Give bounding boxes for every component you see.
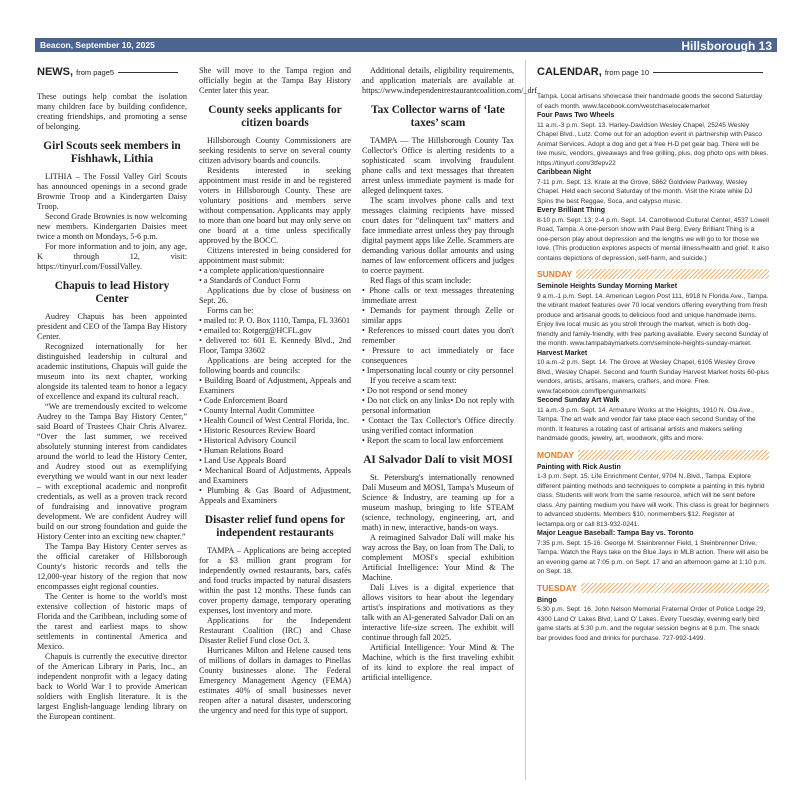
article-paragraph: She will move to the Tampa region and officially begin at the Tampa Bay History Center later this year.: [199, 66, 351, 95]
article-paragraph: TAMPA — The Hillsborough County Tax Collector's Office is alerting residents to a sophisticated scam involving fraudulent phone calls and text messages that threaten arrest unless immediate payment is made for alleged delinquent taxes.: [362, 136, 514, 195]
article-paragraph: Dalí Lives is a digital experience that allows visitors to hear about the legendary artist's inspirations and motivations as they talk with an AI-generated Salvador Dalí on an interactive life-size screen. The exhibit will continue through fall 2025.: [362, 583, 514, 642]
event-text: 11 a.m.-3 p.m. Sept. 13. Harley-Davidson Wesley Chapel, 25245 Wesley Chapel Blvd., Lutz. Come out for an adoption event in partnership with Pasco Animal Services. Adopt a dog and get a free H-D pet gear bag. There will be live music, vendors, giveaways and free grilling, plus, dog photo ops with bikes. https://tinyurl.com/3tfepv22: [537, 121, 769, 167]
event-title: Seminole Heights Sunday Morning Market: [537, 283, 678, 290]
article-paragraph: If you receive a scam text:: [370, 376, 457, 385]
event-text: 8-10 p.m. Sept. 13; 2-4 p.m. Sept. 14. Carrollwood Cultural Center, 4537 Lowell Road, Tampa. A one-person show with Paul Berg. Every Brilliant Thing is a one-person play about depression and the lengths we will go to for those we love. (This production explores aspects of mental illness/health and grief. It also contains depictions of depression, self-harm, and suicide.): [537, 216, 770, 262]
article-paragraph: Artificial Intelligence: Your Mind & The Machine, which is the first traveling exhibit of its kind to explore the real impact of artificial intelligence.: [362, 643, 514, 682]
event-title: Painting with Rick Austin: [537, 463, 621, 471]
event-title: Every Brilliant Thing: [537, 207, 606, 214]
calendar-kicker: CALENDAR, from page 10: [537, 66, 769, 78]
event-title: Four Paws Two Wheels: [537, 112, 615, 119]
event-title: Harvest Market: [537, 349, 588, 357]
article-paragraph: Red flags of this scam include:: [370, 276, 472, 285]
article-paragraph: The scam involves phone calls and text messages claiming recipients have missed court dates for “delinquent tax” matters and face immediate arrest unless they pay through digital payment apps like Zelle. Scammers are demanding various dollar amounts and using names of law enforcement officers and judges to coerce payment.: [362, 196, 514, 275]
calendar-intro: Tampa. Local artisans showcase their handmade goods the second Saturday of each month. www.facebook.com/westchaselocalemarket: [537, 93, 763, 110]
article-paragraph: The Tampa Bay History Center serves as the official caretaker of Hillsborough County's historic records and tells the 12,000-year history of the region that now encompasses eight regional counties.: [37, 542, 187, 591]
article-paragraph: Applications are being accepted for the following boards and councils:: [199, 356, 351, 375]
page-header-bar: [35, 38, 777, 52]
list-item: • Code Enforcement Board: [199, 396, 288, 405]
event-title: Second Sunday Art Walk: [537, 397, 620, 404]
event-text: 7-11 p.m. Sept. 13. Krate at the Grove, 5862 Goldview Parkway, Wesley Chapel. Held each second Saturday of the month. Visit the Krate while DJ Spins the best Reggae, Soca, and calypso music.: [537, 178, 753, 205]
advisory-headline: County seeks applicants for citizen boards: [208, 104, 342, 129]
article-paragraph: Citizens interested in being considered for appointment must submit:: [199, 246, 351, 265]
list-item: • Historical Advisory Council: [199, 436, 297, 445]
list-item: • Historic Resources Review Board: [199, 426, 316, 435]
article-paragraph: Second Grade Brownies is now welcoming new members. Kindergarten Daisies meet twice a month on Mondays, 5-6 p.m.: [37, 212, 187, 241]
article-paragraph: Residents interested in seeking appointment must reside in and be registered voters in Hillsborough County. These are voluntary positions and members serve without compensation. Applicants may apply to more than one board but may only serve on one board at a time unless specifically approved by the BOCC.: [199, 166, 351, 245]
girl-scouts-headline: Girl Scouts seek members in Fishhawk, Lithia: [43, 140, 181, 165]
article-paragraph: Recognized internationally for her distinguished leadership in cultural and academic institutions, Chapuis will guide the museum into its next chapter, working alongside its talented team to honor a legacy of excellence and expand its cultural reach.: [37, 342, 187, 401]
article-paragraph: Applications due by close of business on Sept. 26.: [199, 286, 351, 305]
day-header-tuesday: TUESDAY: [537, 583, 769, 593]
disaster-headline: Disaster relief fund opens for independent restaurants: [204, 514, 346, 539]
event-text: 5:30 p.m. Sept. 16. John Nelson Memorial Fraternal Order of Police Lodge 29, 4300 Land O' Lakes Blvd, Land O' Lakes. Every Tuesday, evening early bird game starts at 5:30 p.m. and the regular session begins at 6 p.m. The snack bar provides food and drinks for purchase. 727-992-1499.: [537, 606, 766, 642]
article-paragraph: For more information and to join, any age, K through 12, visit: https://tinyurl.com/FossilValley.: [37, 242, 187, 271]
list-item: • a complete application/questionnaire: [199, 266, 325, 275]
list-item: • References to missed court dates you don't remember: [362, 326, 514, 345]
list-item: • Impersonating local county or city personnel: [362, 366, 514, 375]
chapuis-headline: Chapuis to lead History Center: [54, 280, 170, 305]
article-paragraph: Applications for the Independent Restaurant Coalition (IRC) and Chase Disaster Relief Fund close Oct. 3.: [199, 616, 351, 645]
news-column-3: [362, 66, 537, 683]
event-text: 9 a.m.-1 p.m. Sept. 14. American Legion Post 111, 6918 N Florida Ave., Tampa. the vibrant market features over 70 local vendors offering everything from fresh produce and artisanal goods to delicious food and unique handmade items. Enjoy live local music as you stroll through the market, which is both dog-friendly and family-friendly, with free parking available. Every second Sunday of the month. www.tampabaymarkets.com/seminole-heights-sunday-market.: [537, 292, 769, 347]
event-text: 10 a.m.-2 p.m. Sept. 14. The Grove at Wesley Chapel, 6105 Wesley Grove Blvd., Wesley Chapel. Second and fourth Sunday Harvest Market hosts 60-plus vendors, artists, artisans, makers, crafters, and more. Free. www.facebook.com/flpenguinmarkets: [537, 359, 769, 395]
list-item: • Human Relations Board: [199, 446, 284, 455]
section-page-label: Hillsborough 13: [681, 39, 772, 53]
list-item: • Phone calls or text messages threatening immediate arrest: [362, 286, 514, 305]
article-paragraph: A reimagined Salvador Dalí will make his way across the Bay, on loan from The Dalí, to complement MOSI's special exhibition Artificial Intelligence: Your Mind & The Machine.: [362, 533, 514, 582]
event-title: Caribbean Night: [537, 169, 592, 176]
article-paragraph: Audrey Chapuis has been appointed president and CEO of the Tampa Bay History Center.: [37, 312, 187, 341]
news-column-2: [199, 66, 351, 716]
event-text: 11 a.m.-3 p.m. Sept. 14. Armature Works at the Heights, 1910 N. Ola Ave., Tampa. The art walk and vendor fair take place each second Sunday of the month. It features a rotating cast of artisanal artists and makers selling handmade goods, jewelry, art, woodwork, gifts and more.: [537, 406, 756, 442]
list-item: • Mechanical Board of Adjustments, Appeals and Examiners: [199, 466, 351, 485]
article-paragraph: Hurricanes Milton and Helene caused tens of millions of dollars in damages to Pinellas County businesses alone. The Federal Emergency Management Agency (FEMA) estimates 40% of small businesses never reopen after a natural disaster, underscoring the urgency and need for this type of support.: [199, 646, 351, 715]
article-paragraph: Forms can be:: [207, 306, 254, 315]
list-item: • Health Council of West Central Florida, Inc.: [199, 416, 350, 425]
tax-scam-headline: Tax Collector warns of ‘late taxes’ scam: [371, 104, 505, 129]
article-paragraph: TAMPA – Applications are being accepted for a $3 million grant program for independently owned restaurants, bars, cafés and food trucks impacted by natural disasters within the past 12 months. These funds can cover property damage, temporary operating expenses, lost inventory and more.: [199, 546, 351, 615]
article-paragraph: Hillsborough County Commissioners are seeking residents to serve on several county citizen advisory boards and councils.: [199, 136, 351, 165]
news-kicker: NEWS, from page5: [37, 66, 187, 78]
calendar-column: [537, 66, 769, 643]
list-item: • Land Use Appeals Board: [199, 456, 286, 465]
day-header-sunday: SUNDAY: [537, 269, 769, 279]
list-item: • Pressure to act immediately or face consequences: [362, 346, 514, 365]
article-paragraph: Chapuis is currently the executive director of the American Library in Paris, Inc., an independent nonprofit with a legacy dating back to World War I to provide American soldiers with English literature. It is the largest English-language lending library on the European continent.: [37, 652, 187, 721]
column-divider: [525, 60, 526, 780]
news-column-1: [37, 66, 187, 722]
article-paragraph: LITHIA – The Fossil Valley Girl Scouts has announced openings in a second grade Brownie Troop and a Kindergarten Daisy Troop.: [37, 172, 187, 211]
event-title: Bingo: [537, 596, 557, 604]
list-item: • Do not click on any links• Do not reply with personal information: [362, 396, 514, 415]
event-text: 7:35 p.m. Sept. 15-16. George M. Steinbrenner Field, 1 Steinbrenner Drive, Tampa. Watch the Rays take on the Blue Jays in MLB action. There will also be an evening game at 7:05 p.m. on Sept. 17 and an afternoon game at 1:10 p.m. on Sept. 18.: [537, 539, 769, 575]
event-title: Major League Baseball: Tampa Bay vs. Toronto: [537, 530, 694, 537]
list-item: • Report the scam to local law enforcement: [362, 436, 504, 445]
article-paragraph: St. Petersburg's internationally renowned Dalí Museum and MOSI, Tampa's Museum of Science & Industry, are teaming up for a museum mashup, bringing to life STEAM (science, technology, engineering, art, and math) in new, interactive, hands-on ways.: [362, 473, 514, 532]
list-item: • Demands for payment through Zelle or similar apps: [362, 306, 514, 325]
article-paragraph: “We are tremendously excited to welcome Audrey to the Tampa Bay History Center,” said Board of Trustees Chair Chris Alvarez. “Over the last summer, we received absolutely stunning interest from candidates around the world to lead the History Center, and Audrey stood out as exemplifying everything we would want in our next leader – with exceptional academic and nonprofit credentials, as well as a proven track record of fundraising and innovative program development. We are confident Audrey will build on our strong foundation and guide the History Center into an exciting new chapter.”: [37, 402, 187, 541]
article-paragraph: Additional details, eligibility requirements, and application materials are available at https://www.independentrestaurantcoalition.com/_drf: [362, 66, 537, 95]
list-item: • emailed to: Rotgerg@HCFL.gov: [199, 326, 312, 335]
list-item: • Plumbing & Gas Board of Adjustment, Appeals and Examiners: [199, 486, 351, 505]
list-item: • mailed to: P. O. Box 1110, Tampa, FL 33601: [199, 316, 351, 325]
list-item: • County Internal Audit Committee: [199, 406, 315, 415]
dali-headline: AI Salvador Dalí to visit MOSI: [363, 454, 513, 466]
list-item: • delivered to: 601 E. Kennedy Blvd., 2nd Floor, Tampa 33602: [199, 336, 351, 355]
news-intro: These outings help combat the isolation many children face by building confidence, creating friendships, and promoting a sense of belonging.: [37, 92, 187, 131]
list-item: • Building Board of Adjustment, Appeals and Examiners: [199, 376, 351, 395]
article-paragraph: The Center is home to the world's most extensive collection of historic maps of Florida and the Caribbean, including some of the rarest and earliest maps to show settlements in continental America and Mexico.: [37, 592, 187, 651]
day-header-monday: MONDAY: [537, 450, 769, 460]
event-text: 1-3 p.m. Sept. 15. Life Enrichment Center, 9704 N. Blvd., Tampa. Explore different painting methods and techniques to complete a painting in this hybrid class. Students will work from the same resource, which will be sent before class. Any painting medium you have will work. This class is great for beginners to advanced students. Members $10, nonmembers $12. Register at lectampa.org or call 813-932-0241.: [537, 473, 769, 528]
issue-date: Beacon, September 10, 2025: [40, 40, 155, 50]
list-item: • Contact the Tax Collector's Office directly using verified contact information: [362, 416, 514, 435]
list-item: • a Standards of Conduct Form: [199, 276, 301, 285]
list-item: • Do not respond or send money: [362, 386, 468, 395]
